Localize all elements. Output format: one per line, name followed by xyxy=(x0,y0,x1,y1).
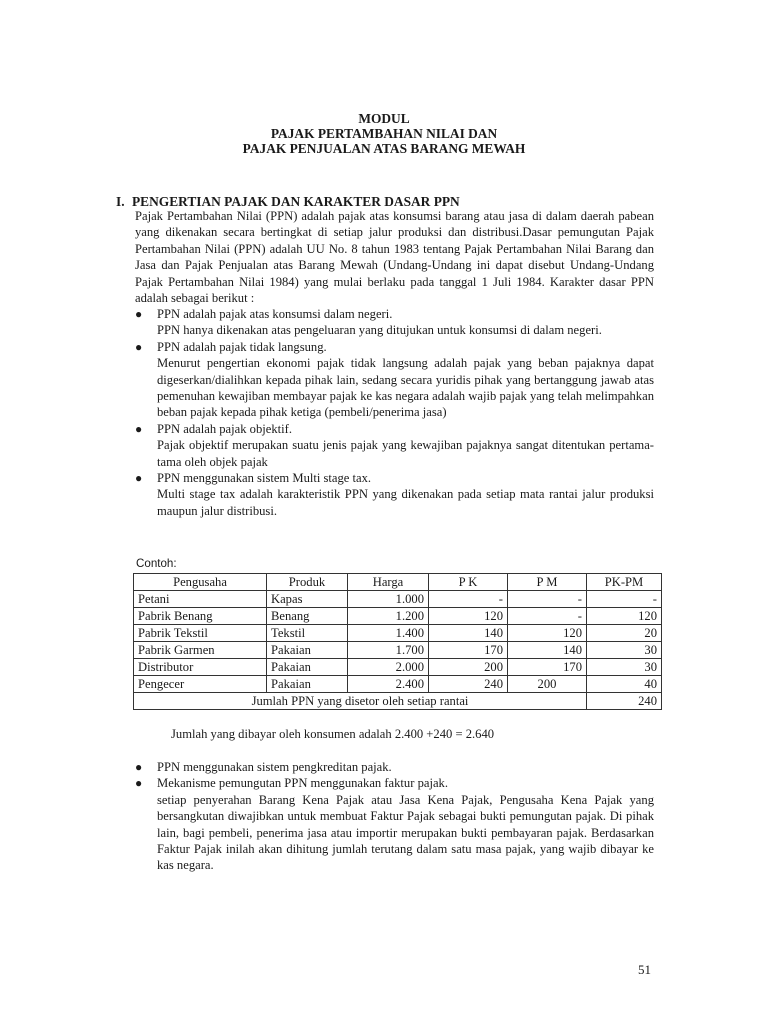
header-pk-pm: PK-PM xyxy=(587,574,662,591)
cell-pengusaha: Petani xyxy=(134,591,267,608)
cell-pengusaha: Pabrik Benang xyxy=(134,608,267,625)
list-item xyxy=(135,421,654,470)
cell-pm: 200 xyxy=(508,676,587,693)
page-number: 51 xyxy=(638,962,651,977)
cell-pk-pm: 120 xyxy=(587,608,662,625)
cell-produk: Kapas xyxy=(267,591,348,608)
header-pk: P K xyxy=(429,574,508,591)
cell-produk: Pakaian xyxy=(267,642,348,659)
cell-pengusaha: Pabrik Tekstil xyxy=(134,625,267,642)
bullet-title: Mekanisme pemungutan PPN menggunakan faktur pajak. xyxy=(157,776,448,791)
example-table xyxy=(133,573,662,710)
list-item xyxy=(135,306,654,339)
cell-harga: 2.400 xyxy=(348,676,429,693)
document-title xyxy=(0,111,768,156)
cell-pk-pm: 20 xyxy=(587,625,662,642)
cell-harga: 1.400 xyxy=(348,625,429,642)
header-pengusaha: Pengusaha xyxy=(134,574,267,591)
bullet-icon: ● xyxy=(135,776,143,791)
cell-pk-pm: 30 xyxy=(587,659,662,676)
cell-pk: - xyxy=(429,591,508,608)
table-row xyxy=(134,642,662,659)
cell-pengusaha: Pengecer xyxy=(134,676,267,693)
table-row xyxy=(134,676,662,693)
cell-produk: Benang xyxy=(267,608,348,625)
cell-pk-pm: 40 xyxy=(587,676,662,693)
bullet-text: Menurut pengertian ekonomi pajak tidak langsung adalah pajak yang beban pajaknya dapat digeserkan/dialihkan kepada pihak lain, sedang secara yuridis pihak yang bertanggung jawab atas pemenuhan kewajiban membayar pajak ke kas negara adalah wajib pajak yang telah melimpahkan beban pajak kepada pihak ketiga (pembeli/penerima jasa) xyxy=(157,356,654,420)
table-row xyxy=(134,659,662,676)
table-total-row xyxy=(134,693,662,710)
cell-pm: - xyxy=(508,608,587,625)
cell-produk: Tekstil xyxy=(267,625,348,642)
table-header-row xyxy=(134,574,662,591)
list-item xyxy=(135,339,654,421)
bullet-text: Multi stage tax adalah karakteristik PPN yang dikenakan pada setiap mata rantai jalur produksi maupun jalur distribusi. xyxy=(157,487,654,518)
cell-harga: 1.700 xyxy=(348,642,429,659)
bullet-text: Pajak objektif merupakan suatu jenis pajak yang kewajiban pajaknya sangat ditentukan pertama-tama oleh objek pajak xyxy=(157,438,654,469)
cell-pk: 200 xyxy=(429,659,508,676)
bullet-title: PPN menggunakan sistem pengkreditan pajak. xyxy=(157,760,392,774)
bullet-icon: ● xyxy=(135,471,143,486)
header-harga: Harga xyxy=(348,574,429,591)
bullet-title: PPN menggunakan sistem Multi stage tax. xyxy=(157,471,372,486)
cell-harga: 1.200 xyxy=(348,608,429,625)
header-pm: P M xyxy=(508,574,587,591)
cell-pk: 140 xyxy=(429,625,508,642)
cell-pk-pm: - xyxy=(587,591,662,608)
example-label: Contoh: xyxy=(136,557,177,570)
section-number: I. xyxy=(116,194,125,209)
consumer-total-line: Jumlah yang dibayar oleh konsumen adalah 2.400 +240 = 2.640 xyxy=(171,727,495,741)
bullet-title: PPN adalah pajak objektif. xyxy=(157,421,293,436)
cell-pm: 120 xyxy=(508,625,587,642)
list-item xyxy=(135,470,654,519)
bullet-icon: ● xyxy=(135,339,143,354)
list-item xyxy=(135,759,654,775)
bullet-text: setiap penyerahan Barang Kena Pajak atau Jasa Kena Pajak, Pengusaha Kena Pajak yang bersangkutan diwajibkan untuk membuat Faktur Pajak sebagai bukti pemungutan pajak. Di pihak lain, bagi pembeli, penerima jasa atau importir merupakan bukti pembayaran pajak. Berdasarkan Faktur Pajak inilah akan dihitung jumlah terutang dalam satu masa pajak, yang wajib dibayar ke kas negara. xyxy=(157,792,654,873)
bullet-icon: ● xyxy=(135,760,143,774)
bullet-icon: ● xyxy=(135,421,143,436)
header-produk: Produk xyxy=(267,574,348,591)
cell-harga: 2.000 xyxy=(348,659,429,676)
cell-produk: Pakaian xyxy=(267,676,348,693)
cell-pk: 170 xyxy=(429,642,508,659)
table-row xyxy=(134,608,662,625)
title-line-2: PAJAK PERTAMBAHAN NILAI DAN xyxy=(270,126,498,141)
cell-pengusaha: Distributor xyxy=(134,659,267,676)
title-line-1: MODUL xyxy=(358,111,410,126)
cell-pk: 120 xyxy=(429,608,508,625)
cell-produk: Pakaian xyxy=(267,659,348,676)
cell-pm: 170 xyxy=(508,659,587,676)
title-line-3: PAJAK PENJUALAN ATAS BARANG MEWAH xyxy=(242,141,526,156)
cell-harga: 1.000 xyxy=(348,591,429,608)
bullet-title: PPN adalah pajak tidak langsung. xyxy=(157,339,327,354)
cell-pk-pm: 30 xyxy=(587,642,662,659)
section-heading-text: PENGERTIAN PAJAK DAN KARAKTER DASAR PPN xyxy=(132,194,460,209)
intro-paragraph: Pajak Pertambahan Nilai (PPN) adalah pajak atas konsumsi barang atau jasa di dalam daerah pabean yang dikenakan secara bertingkat di setiap jalur produksi dan distribusi.Dasar pemungutan Pajak Pertambahan Nilai (PPN) adalah UU No. 8 tahun 1983 tentang Pajak Pertambahan Nilai Barang dan Jasa dan Pajak Penjualan atas Barang Mewah (Undang-Undang ini dapat disebut Undang-Undang Pajak Pertambahan Nilai 1984) yang mulai berlaku pada tanggal 1 Juli 1984. Karakter dasar PPN adalah sebagai berikut : xyxy=(135,209,654,306)
cell-pm: - xyxy=(508,591,587,608)
bullet-title: PPN adalah pajak atas konsumsi dalam negeri. xyxy=(157,307,393,321)
bullet-icon: ● xyxy=(135,307,143,321)
cell-pm: 140 xyxy=(508,642,587,659)
list-item xyxy=(135,775,654,873)
cell-pk: 240 xyxy=(429,676,508,693)
bullet-list-1 xyxy=(135,306,654,519)
bullet-text: PPN hanya dikenakan atas pengeluaran yang ditujukan untuk konsumsi di dalam negeri. xyxy=(157,323,602,338)
total-label: Jumlah PPN yang disetor oleh setiap rantai xyxy=(134,693,587,710)
total-value: 240 xyxy=(587,693,662,710)
table-row xyxy=(134,625,662,642)
table-row xyxy=(134,591,662,608)
bullet-list-2 xyxy=(135,759,654,874)
cell-pengusaha: Pabrik Garmen xyxy=(134,642,267,659)
